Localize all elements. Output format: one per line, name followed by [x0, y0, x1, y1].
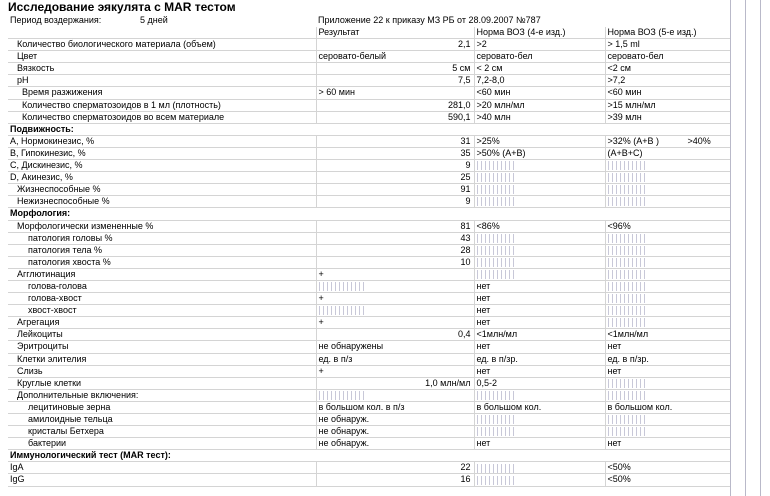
- parameter-name: Количество сперматозоидов в 1 мл (плотность): [8, 99, 316, 111]
- norm-who4: <1млн/мл: [474, 329, 605, 341]
- table-row: [8, 414, 730, 426]
- norm-who5-text: нет: [607, 365, 622, 376]
- norm-who5: [605, 244, 730, 256]
- parameter-name: лецитиновые зерна: [8, 401, 316, 413]
- norm-who4: нет: [474, 280, 605, 292]
- norm-who5: [605, 365, 730, 377]
- norm-who5: [605, 389, 730, 401]
- norm-who5: [605, 426, 730, 438]
- parameter-name: IgG: [8, 474, 316, 486]
- results-table: [8, 27, 730, 487]
- norm-who5: [605, 196, 730, 208]
- parameter-name: кристалы Бетхера: [8, 426, 316, 438]
- parameter-name: C, Дискинезис, %: [8, 160, 316, 172]
- parameter-name: A, Нормокинезис, %: [8, 135, 316, 147]
- parameter-name: B, Гипокинезис, %: [8, 147, 316, 159]
- parameter-name: амилоидные тельца: [8, 414, 316, 426]
- norm-who4: нет: [474, 365, 605, 377]
- norm-who5-text: нет: [607, 341, 622, 352]
- table-body: [8, 39, 730, 486]
- norm-who5-text: <50%: [607, 474, 631, 485]
- table-row: [8, 293, 730, 305]
- table-row: [8, 462, 730, 474]
- result-value: [316, 305, 474, 317]
- table-row: [8, 256, 730, 268]
- norm-who5: [605, 329, 730, 341]
- order-reference: Приложение 22 к приказу МЗ РБ от 28.09.2007 №787: [318, 15, 541, 25]
- page-title: Исследование эякулята с MAR тестом: [8, 0, 236, 14]
- norm-who4: 7,2-8,0: [474, 75, 605, 87]
- norm-who5: [605, 256, 730, 268]
- norm-who5-text: > 1,5 ml: [607, 39, 640, 50]
- table-row: [8, 341, 730, 353]
- parameter-name: Слизь: [8, 365, 316, 377]
- table-row: [8, 160, 730, 172]
- norm-who5-text: <1млн/мл: [607, 329, 649, 340]
- norm-who5-text: >32% (A+B ): [607, 135, 660, 146]
- section-heading: Морфология:: [8, 208, 730, 220]
- norm-who4: ед. в п/зр.: [474, 353, 605, 365]
- norm-who4: [474, 244, 605, 256]
- norm-who5: [605, 317, 730, 329]
- norm-who5: [605, 39, 730, 51]
- norm-who4: нет: [474, 293, 605, 305]
- table-row: [8, 438, 730, 450]
- table-row: [8, 474, 730, 486]
- result-value: > 60 мин: [316, 87, 474, 99]
- parameter-name: Круглые клетки: [8, 377, 316, 389]
- norm-who4: нет: [474, 317, 605, 329]
- norm-who4: [474, 474, 605, 486]
- parameter-name: бактерии: [8, 438, 316, 450]
- result-value: +: [316, 268, 474, 280]
- norm-who5: [605, 293, 730, 305]
- table-row: [8, 377, 730, 389]
- norm-who4: [474, 256, 605, 268]
- norm-who5: [605, 220, 730, 232]
- column-result: Результат: [316, 27, 474, 39]
- table-row: [8, 135, 730, 147]
- norm-who5-text: ед. в п/зр.: [607, 353, 649, 364]
- table-row: [8, 39, 730, 51]
- norm-who5: [605, 268, 730, 280]
- parameter-name: Время разжижения: [8, 87, 316, 99]
- parameter-name: Морфологически измененные %: [8, 220, 316, 232]
- result-value: 10: [316, 256, 474, 268]
- parameter-name: Количество сперматозоидов во всем материале: [8, 111, 316, 123]
- norm-who5-text: нет: [607, 438, 622, 449]
- norm-who4: [474, 462, 605, 474]
- parameter-name: Агглютинация: [8, 268, 316, 280]
- table-row: [8, 208, 730, 220]
- parameter-name: Лейкоциты: [8, 329, 316, 341]
- parameter-name: патология тела %: [8, 244, 316, 256]
- norm-who4: [474, 160, 605, 172]
- norm-who5: [605, 135, 730, 147]
- table-header-row: [8, 27, 730, 39]
- parameter-name: Клетки элителия: [8, 353, 316, 365]
- norm-who4: нет: [474, 305, 605, 317]
- norm-who5: [605, 75, 730, 87]
- parameter-name: D, Акинезис, %: [8, 172, 316, 184]
- result-value: 35: [316, 147, 474, 159]
- norm-who5-text: (A+B+C): [607, 147, 643, 158]
- norm-who5-text: >39 млн: [607, 111, 642, 122]
- table-row: [8, 305, 730, 317]
- parameter-name: голова-голова: [8, 280, 316, 292]
- grid-line: [745, 0, 746, 496]
- norm-who5-text: <60 мин: [607, 87, 642, 98]
- result-value: ед. в п/з: [316, 353, 474, 365]
- result-value: не обнаруж.: [316, 414, 474, 426]
- result-value: 7,5: [316, 75, 474, 87]
- result-value: 43: [316, 232, 474, 244]
- table-row: [8, 147, 730, 159]
- norm-who5: [605, 305, 730, 317]
- norm-who4: [474, 268, 605, 280]
- norm-who4: [474, 232, 605, 244]
- table-row: [8, 232, 730, 244]
- table-row: [8, 75, 730, 87]
- table-row: [8, 244, 730, 256]
- parameter-name: Вязкость: [8, 63, 316, 75]
- norm-who5: [605, 401, 730, 413]
- table-row: [8, 184, 730, 196]
- table-row: [8, 123, 730, 135]
- norm-who5: [605, 474, 730, 486]
- norm-who5-text: <50%: [607, 462, 631, 473]
- norm-who5: [605, 353, 730, 365]
- parameter-name: Количество биологического материала (объем): [8, 39, 316, 51]
- table-row: [8, 87, 730, 99]
- norm-who4: <86%: [474, 220, 605, 232]
- norm-who5-text: <96%: [607, 220, 631, 231]
- norm-who4: серовато-бел: [474, 51, 605, 63]
- norm-who5-text: <2 см: [607, 63, 631, 74]
- parameter-name: pH: [8, 75, 316, 87]
- result-value: в большом кол. в п/з: [316, 401, 474, 413]
- norm-who5: [605, 51, 730, 63]
- parameter-name: патология головы %: [8, 232, 316, 244]
- norm-who4: >2: [474, 39, 605, 51]
- result-value: 2,1: [316, 39, 474, 51]
- norm-who4: [474, 414, 605, 426]
- norm-who4: >40 млн: [474, 111, 605, 123]
- result-value: 81: [316, 220, 474, 232]
- norm-who5: [605, 341, 730, 353]
- parameter-name: Нежизнеспособные %: [8, 196, 316, 208]
- result-value: +: [316, 317, 474, 329]
- parameter-name: IgA: [8, 462, 316, 474]
- grid-line: [730, 0, 731, 496]
- table-row: [8, 63, 730, 75]
- result-value: +: [316, 365, 474, 377]
- norm-who5: [605, 87, 730, 99]
- section-heading: Иммунологический тест (MAR тест):: [8, 450, 730, 462]
- norm-who5: [605, 111, 730, 123]
- result-value: не обнаруж.: [316, 426, 474, 438]
- norm-who5: [605, 160, 730, 172]
- period-value: 5 дней: [140, 15, 168, 25]
- result-value: [316, 389, 474, 401]
- norm-who5: [605, 414, 730, 426]
- norm-who5: [605, 232, 730, 244]
- table-row: [8, 365, 730, 377]
- section-heading: Подвижность:: [8, 123, 730, 135]
- norm-who5-extra: >40%: [687, 135, 711, 146]
- norm-who5-text: в большом кол.: [607, 401, 673, 412]
- column-who4: Норма ВОЗ (4-е изд.): [474, 27, 605, 39]
- result-value: 0,4: [316, 329, 474, 341]
- parameter-name: Дополнительные включения:: [8, 389, 316, 401]
- table-row: [8, 196, 730, 208]
- norm-who5-text: серовато-бел: [607, 51, 664, 62]
- norm-who4: [474, 196, 605, 208]
- norm-who4: [474, 426, 605, 438]
- result-value: 16: [316, 474, 474, 486]
- norm-who5-text: >7,2: [607, 75, 626, 86]
- result-value: 9: [316, 160, 474, 172]
- norm-who5: [605, 63, 730, 75]
- table-row: [8, 401, 730, 413]
- parameter-name: Цвет: [8, 51, 316, 63]
- result-value: 28: [316, 244, 474, 256]
- table-row: [8, 220, 730, 232]
- norm-who5: [605, 438, 730, 450]
- table-row: [8, 111, 730, 123]
- norm-who5: [605, 184, 730, 196]
- table-row: [8, 51, 730, 63]
- result-value: не обнаружены: [316, 341, 474, 353]
- norm-who5: [605, 99, 730, 111]
- result-value: серовато-белый: [316, 51, 474, 63]
- norm-who4: >50% (A+B): [474, 147, 605, 159]
- result-value: 91: [316, 184, 474, 196]
- result-value: 22: [316, 462, 474, 474]
- parameter-name: голова-хвост: [8, 293, 316, 305]
- table-row: [8, 329, 730, 341]
- norm-who4: < 2 см: [474, 63, 605, 75]
- norm-who4: в большом кол.: [474, 401, 605, 413]
- norm-who5: [605, 280, 730, 292]
- norm-who5-text: >15 млн/мл: [607, 99, 656, 110]
- result-value: +: [316, 293, 474, 305]
- parameter-name: патология хвоста %: [8, 256, 316, 268]
- result-value: 1,0 млн/мл: [316, 377, 474, 389]
- norm-who5: [605, 172, 730, 184]
- table-row: [8, 268, 730, 280]
- result-value: не обнаруж.: [316, 438, 474, 450]
- norm-who4: [474, 389, 605, 401]
- period-label: Период воздержания:: [10, 15, 102, 25]
- parameter-name: хвост-хвост: [8, 305, 316, 317]
- table-row: [8, 280, 730, 292]
- norm-who5: [605, 147, 730, 159]
- norm-who4: нет: [474, 438, 605, 450]
- table-row: [8, 450, 730, 462]
- norm-who4: >20 млн/мл: [474, 99, 605, 111]
- table-row: [8, 99, 730, 111]
- parameter-name: Жизнеспособные %: [8, 184, 316, 196]
- column-who5: Норма ВОЗ (5-е изд.): [605, 27, 730, 39]
- table-row: [8, 317, 730, 329]
- result-value: 281,0: [316, 99, 474, 111]
- parameter-name: Эритроциты: [8, 341, 316, 353]
- norm-who4: 0,5-2: [474, 377, 605, 389]
- parameter-name: Агрегация: [8, 317, 316, 329]
- norm-who4: нет: [474, 341, 605, 353]
- result-value: 5 см: [316, 63, 474, 75]
- result-value: 9: [316, 196, 474, 208]
- table-row: [8, 172, 730, 184]
- norm-who5: [605, 462, 730, 474]
- norm-who4: <60 мин: [474, 87, 605, 99]
- table-row: [8, 426, 730, 438]
- norm-who4: [474, 172, 605, 184]
- result-value: 590,1: [316, 111, 474, 123]
- norm-who4: >25%: [474, 135, 605, 147]
- norm-who4: [474, 184, 605, 196]
- table-row: [8, 389, 730, 401]
- result-value: [316, 280, 474, 292]
- norm-who5: [605, 377, 730, 389]
- grid-line: [760, 0, 761, 496]
- result-value: 25: [316, 172, 474, 184]
- table-row: [8, 353, 730, 365]
- result-value: 31: [316, 135, 474, 147]
